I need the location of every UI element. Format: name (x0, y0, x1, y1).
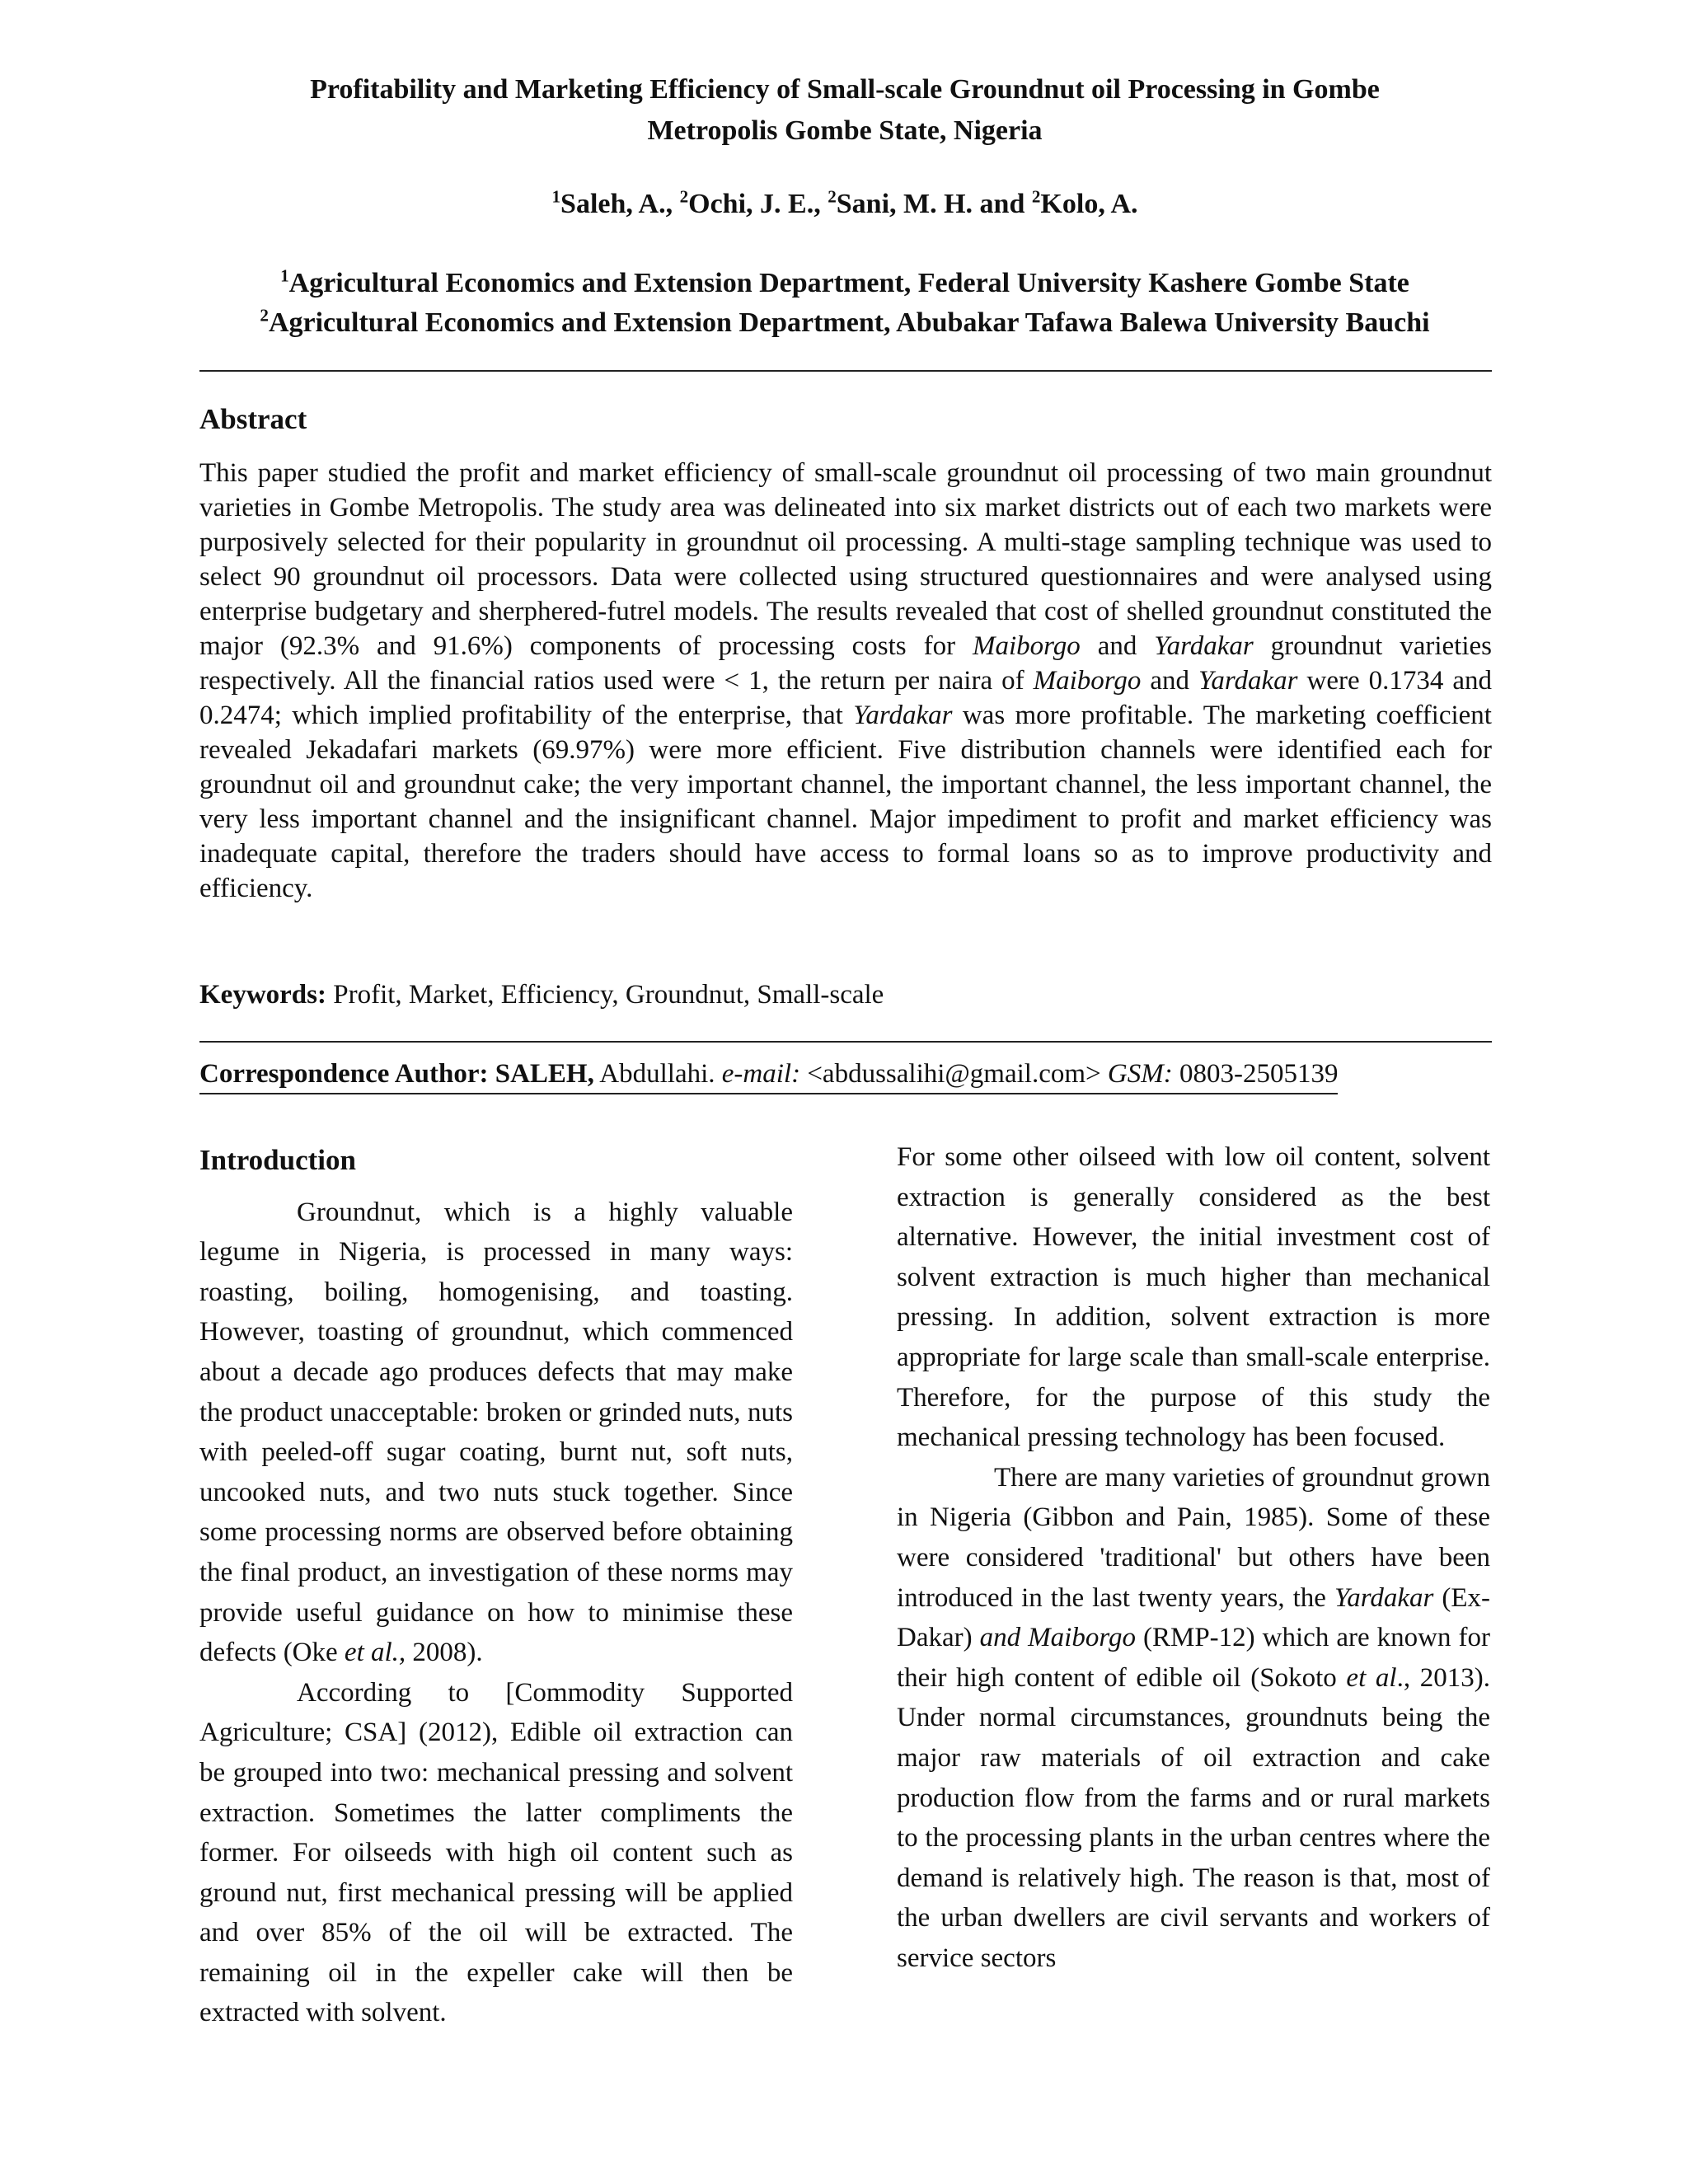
affiliation-item: $^2$Agricultural Economics and Extension Department, Abubakar Tafawa Balewa University Bauchi (260, 305, 1430, 338)
affiliation-item: $^1$Agricultural Economics and Extension Department, Federal University Kashere Gombe State (280, 265, 1409, 298)
column-right (897, 1137, 1490, 1978)
gsm-number: 0803-2505139 (1172, 1059, 1339, 1089)
keywords-label: Keywords: (199, 980, 326, 1010)
author-item: $^2$Sani, M. H. and (828, 186, 1032, 219)
author-item: $^1$Saleh, A., (551, 186, 680, 219)
introduction-heading: Introduction (199, 1144, 356, 1176)
author-item: $^2$Kolo, A. (1031, 186, 1138, 219)
column-left (199, 1141, 793, 2033)
title-line-1: Profitability and Marketing Efficiency of Small-scale Groundnut oil Processing in Gombe (310, 74, 1380, 105)
paragraph: According to [Commodity Supported Agriculture; CSA] (2012), Edible oil extraction can be grouped into two: mechanical pressing and solvent extraction. Sometimes the latter compliments the former. For oilseeds with high oil content such as ground nut, first mechanical pressing will be applied and over 85% of the oil will be extracted. The remaining oil in the expeller cake will then be extracted with solvent. (199, 1677, 793, 2028)
email-link[interactable]: <abdussalihi@gmail.com> (800, 1059, 1108, 1089)
divider-bottom (199, 1041, 1492, 1043)
paragraph: For some other oilseed with low oil content, solvent extraction is generally considered as the best alternative. However, the initial investment cost of solvent extraction is much higher than mechanical pressing. In addition, solvent extraction is more appropriate for large scale than small-scale enterprise. Therefore, for the purpose of this study the mechanical pressing technology has been focused. (897, 1142, 1490, 1453)
correspondence-label: Correspondence Author: SALEH, (199, 1059, 594, 1089)
affiliation-list (196, 264, 1493, 343)
author-list (198, 185, 1492, 224)
author-item: $^2$Ochi, J. E., (679, 186, 828, 219)
paragraph: There are many varieties of groundnut grown in Nigeria (Gibbon and Pain, 1985). Some of these were considered 'traditional' but others have been introduced in the last twenty years, the Yardakar (Ex-Dakar) and Maiborgo (RMP-12) which are known for their high content of edible oil (Sokoto et al., 2013). Under normal circumstances, groundnuts being the major raw materials of oil extraction and cake production flow from the farms and or rural markets to the processing plants in the urban centres where the demand is relatively high. The reason is that, most of the urban dwellers are civil servants and workers of service sectors (897, 1462, 1491, 1973)
keywords (199, 977, 884, 1012)
abstract-heading: Abstract (199, 403, 307, 435)
abstract-body: This paper studied the profit and market efficiency of small-scale groundnut oil processing of two main groundnut varieties in Gombe Metropolis. The study area was delineated into six market districts out of each two markets were purposively selected for their popularity in groundnut oil processing. A multi-stage sampling technique was used to select 90 groundnut oil processors. Data were collected using structured questionnaires and were analysed using enterprise budgetary and sherphered-futrel models. The results revealed that cost of shelled groundnut constituted the major (92.3% and 91.6%) components of processing costs for Maiborgo and Yardakar groundnut varieties respectively. All the financial ratios used were < 1, the return per naira of Maiborgo and Yardakar were 0.1734 and 0.2474; which implied profitability of the enterprise, that Yardakar was more profitable. The marketing coefficient revealed Jekadafari markets (69.97%) were more efficient. Five distribution channels were identified each for groundnut oil and groundnut cake; the very important channel, the important channel, the less important channel, the very less important channel and the insignificant channel. Major impediment to profit and market efficiency was inadequate capital, therefore the traders should have access to formal loans so as to improve productivity and efficiency. (199, 458, 1492, 903)
correspondence-line: Correspondence Author: SALEH, Abdullahi. e-mail: <abdussalihi@gmail.com> GSM: 0803-2505139 (199, 1057, 1338, 1094)
paper-title (214, 69, 1475, 152)
title-line-2: Metropolis Gombe State, Nigeria (647, 115, 1043, 146)
keywords-list: Profit, Market, Efficiency, Groundnut, Small-scale (326, 980, 884, 1010)
paragraph: Groundnut, which is a highly valuable legume in Nigeria, is processed in many ways: roasting, boiling, homogenising, and toasting. However, toasting of groundnut, which commenced about a decade ago produces defects that may make the product unacceptable: broken or grinded nuts, nuts with peeled-off sugar coating, burnt nut, soft nuts, uncooked nuts, and two nuts stuck together. Since some processing norms are observed before obtaining the final product, an investigation of these norms may provide useful guidance on how to minimise these defects (Oke et al., 2008). (199, 1197, 793, 1668)
divider-top (199, 370, 1492, 372)
